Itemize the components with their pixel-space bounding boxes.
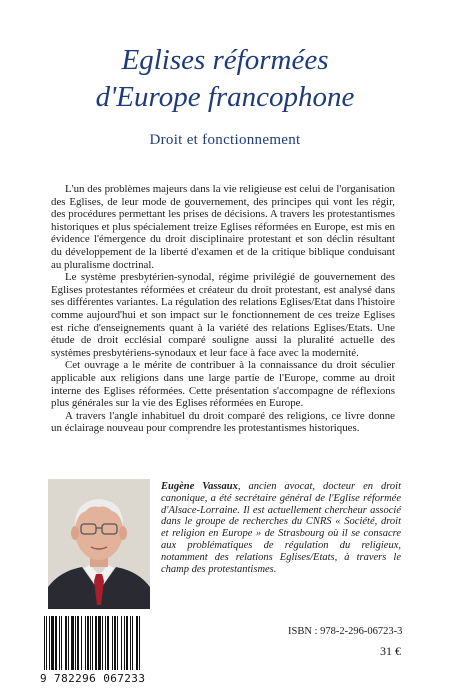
barcode-bar [130,616,131,670]
barcode-bar [49,616,50,670]
price: 31 € [380,644,401,658]
barcode-bar [95,616,97,670]
blurb-paragraph-1: L'un des problèmes majeurs dans la vie religieuse est celui de l'organisation des Eglises, de leur mode de gouvernement, des principes qui vont les régir, des procédures permettant les prises de décisions. A travers les protestantismes historiques et plus spécialement treize Eglises réformées en Europe, est mis en évidence l'émergence du droit disciplinaire protestant et son déclin résultant du développement de la liberté d'examen et de la critique biblique conduisant au pluralisme doctrinal. [51,183,395,271]
barcode-bar [77,616,79,670]
barcode-bar [59,616,60,670]
barcode-bar [81,616,82,670]
barcode-bar [44,616,45,670]
barcode-number: 9 782296 067233 [40,672,146,685]
barcode-bar [85,616,86,670]
author-photo [48,479,150,609]
title-line-2: d'Europe francophone [95,81,355,113]
barcode-bar [90,616,91,670]
title-block [0,42,450,149]
barcode-bar [132,616,133,670]
barcode-bar [75,616,76,670]
barcode-bar [46,616,47,670]
barcode [40,616,195,690]
blurb-paragraph-2: Le système presbytérien-synodal, régime privilégié de gouvernement des Eglises protestantes réformées et créateur du droit protestant, est analysé dans ses différentes variantes. La régulation des relations Eglises/Etat dans l'histoire comme aujourd'hui et son impact sur le fonctionnement de ces treize Eglises est riche d'enseignements quant à la variété des relations Eglises/Etats. Une étude de droit ecclésial comparé souligne aussi la pluralité actuelle des systèmes presbytériens-synodaux et leur face à face avec la modernité. [51,271,395,359]
isbn: ISBN : 978-2-296-06723-3 [288,626,403,637]
barcode-bar [112,616,113,670]
barcode-bar [55,616,57,670]
barcode-bar [68,616,69,670]
barcode-bar [92,616,93,670]
barcode-bar [114,616,116,670]
blurb-paragraph-3: Cet ouvrage a le mérite de contribuer à la connaissance du droit séculier applicable aux religions dans une large partie de l'Europe, comme au droit interne des Eglises réformées. Cette présentation s'accompagne de réflexions plus générales sur la vie des Eglises réformées en Europe. [51,359,395,410]
author-bio-text: , ancien avocat, docteur en droit canonique, a été secrétaire général de l'Eglise réformée d'Alsace-Lorraine. Il est actuellement chercheur associé dans le groupe de recherches du CNRS « Société, droit et religion en Europe » de Strasbourg où il se consacre aux problématiques de régulation du religieux, notamment des relations Eglises/Etats, à travers le champ des protestantismes. [161,481,401,575]
blurb-paragraph-4: A travers l'angle inhabituel du droit comparé des religions, ce livre donne un éclairage nouveau pour comprendre les protestantismes historiques. [51,409,395,435]
barcode-bar [61,616,62,670]
barcode-bar [117,616,118,670]
barcode-bar [107,616,109,670]
barcode-bar [124,616,125,670]
barcode-bar [87,616,89,670]
barcode-bar [51,616,54,670]
title-line-1: Eglises réformées [121,44,329,76]
barcode-bar [139,616,140,670]
author-block [48,479,400,609]
barcode-bar [65,616,67,670]
author-name: Eugène Vassaux [161,481,238,492]
barcode-bar [136,616,138,670]
barcode-bar [121,616,122,670]
barcode-bar [102,616,103,670]
barcode-bar [98,616,101,670]
author-bio [161,481,401,575]
barcode-bars [40,616,195,672]
barcode-bar [105,616,106,670]
blurb [51,183,395,435]
barcode-bar [71,616,74,670]
barcode-bar [126,616,128,670]
book-title [0,42,450,116]
book-subtitle: Droit et fonctionnement [149,132,301,148]
